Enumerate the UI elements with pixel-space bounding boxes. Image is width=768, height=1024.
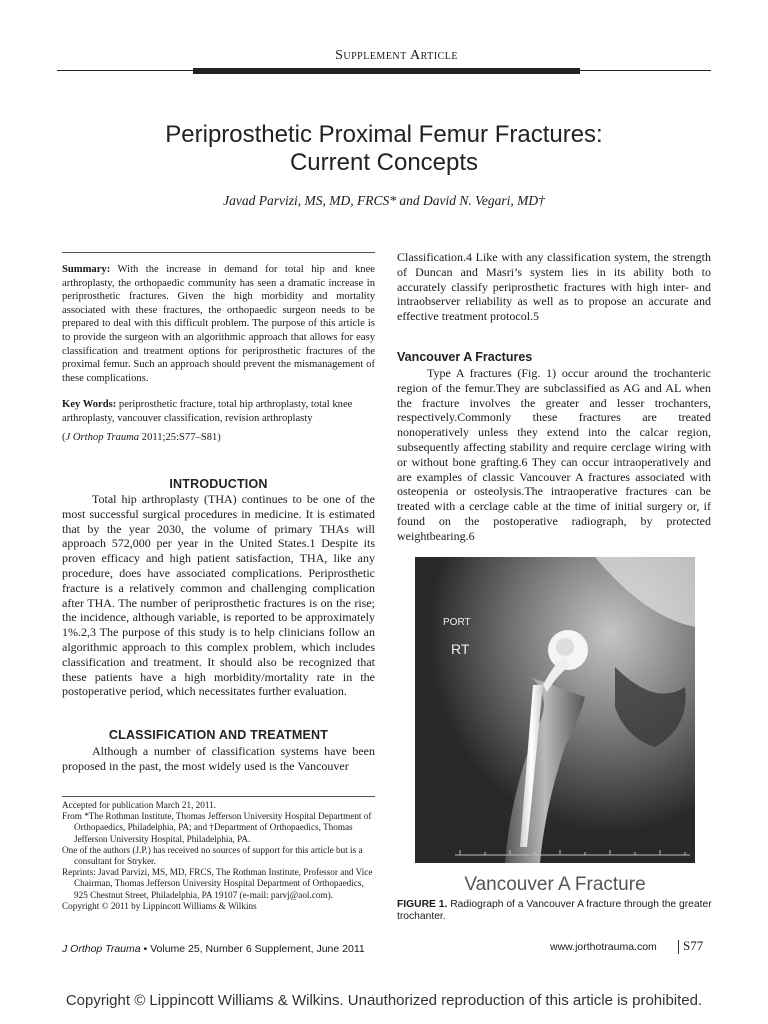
figure-caption-label: FIGURE 1. bbox=[397, 899, 448, 910]
citation-rest: 2011;25:S77–S81) bbox=[141, 432, 221, 443]
footer-separator bbox=[678, 940, 679, 954]
classification-text: Although a number of classification systems have been proposed in the past, the most widely used is the Vancouver bbox=[62, 744, 375, 773]
abstract-rule bbox=[62, 252, 375, 253]
footer-journal-name: J Orthop Trauma bbox=[62, 943, 141, 955]
rt-label: RT bbox=[451, 641, 470, 657]
footer-issue: • Volume 25, Number 6 Supplement, June 2011 bbox=[143, 943, 365, 955]
figure-caption bbox=[397, 899, 715, 924]
footnote-rule bbox=[62, 796, 375, 797]
figure-heading: Vancouver A Fracture bbox=[464, 874, 646, 895]
footnotes bbox=[62, 800, 375, 912]
keywords bbox=[62, 398, 375, 425]
title-line-1: Periprosthetic Proximal Femur Fractures: bbox=[165, 121, 603, 148]
footnote-from: From *The Rothman Institute, Thomas Jefferson University Hospital Department of Orthopaedics, Philadelphia, PA; and †Department of Orthopaedics, Thomas Jefferson University Hospital, Philadelphia, PA. bbox=[62, 811, 372, 844]
citation: (J Orthop Trauma 2011;25:S77–S81) bbox=[62, 432, 221, 443]
radiograph-image bbox=[415, 557, 695, 863]
figure-caption-text: Radiograph of a Vancouver A fracture through the greater trochanter. bbox=[397, 899, 712, 923]
keywords-text: periprosthetic fracture, total hip arthroplasty, total knee arthroplasty, vancouver classification, revision arthroplasty bbox=[62, 399, 353, 424]
title-line-2: Current Concepts bbox=[289, 149, 479, 176]
copyright-banner: Copyright © Lippincott Williams & Wilkins. Unauthorized reproduction of this article is prohibited. bbox=[65, 992, 703, 1009]
footnote-accepted: Accepted for publication March 21, 2011. bbox=[62, 800, 217, 810]
footer-url[interactable]: www.jorthotrauma.com bbox=[550, 941, 657, 953]
introduction-text: Total hip arthroplasty (THA) continues to be one of the most successful surgical procedures in medicine. It is estimated that by the year 2030, the volume of primary THAs will approach 572,000 per year in the United States.1 Despite its proven efficacy and high patient satisfaction, THA, like any procedure, does have associated complications. Periprosthetic fracture is a relatively common and challenging complication after THA. The number of periprosthetic fractures is on the rise; the incidence, although variable, is reported to be approximately 1%.2,3 The purpose of this study is to help clinicians follow an algorithmic approach to this complex problem, which includes classification and treatment. It should also be recognized that these patients have a high morbidity/mortality rate in the postoperative period, which necessitates further evaluation. bbox=[62, 492, 375, 699]
article-title bbox=[0, 121, 768, 177]
footnote-reprints: Reprints: Javad Parvizi, MS, MD, FRCS, The Rothman Institute, Professor and Vice Chairman, Thomas Jefferson University Hospital Department of Orthopaedics, 925 Chestnut Street, Philadelphia, PA 19107 (e-mail: parvj@aol.com). bbox=[62, 867, 373, 900]
page-number: S77 bbox=[683, 938, 704, 953]
column2-intro: Classification.4 Like with any classification system, the strength of Duncan and Masri’s system lies in its ability both to accurately classify periprosthetic fractures with high inter- and intraobserver reliability as well as to propose an accurate and effective treatment protocol.5 bbox=[397, 250, 711, 324]
footnote-disclosure: One of the authors (J.P.) has received no sources of support for this article but is a consultant for Stryker. bbox=[62, 844, 363, 867]
header-rule-thick bbox=[193, 68, 580, 74]
citation-journal: J Orthop Trauma bbox=[65, 432, 140, 443]
classification-heading: CLASSIFICATION AND TREATMENT bbox=[108, 728, 329, 742]
introduction-heading: INTRODUCTION bbox=[169, 477, 268, 491]
authors: Javad Parvizi, MS, MD, FRCS* and David N. Vegari, MD† bbox=[223, 193, 545, 208]
summary-text: With the increase in demand for total hip and knee arthroplasty, the orthopaedic community has seen a dramatic increase in periprosthetic fractures. Given the high morbidity and mortality associated with these fractures, the orthopaedic surgeon needs to be prepared to deal with this difficult problem. The purpose of this article is to provide the surgeon with an algorithmic approach that allows for easy classification and treatment options for periprosthetic fractures of the proximal femur. Such an approach should prevent the mismanagement of these complications. bbox=[62, 264, 375, 384]
summary-label: Summary: bbox=[62, 264, 111, 275]
vancouver-a-text: Type A fractures (Fig. 1) occur around the trochanteric region of the femur.They are subclassified as AG and AL when the fracture involves the greater and lesser trochanters, respectively.Commonly these fractures are treated nonoperatively unless they extend into the calcar region, subsequently affecting stability and require cerclage wiring with or without bone grafting.6 They can occur intraoperatively and are examples of classic Vancouver A fractures associated with osteopenia or osteolysis.The intraoperative fractures can be treated with a cerclage cable at the time of initial surgery or, if found on the postoperative radiograph, by protected weightbearing.6 bbox=[397, 366, 711, 543]
footnote-copyright: Copyright © 2011 by Lippincott Williams & Wilkins bbox=[62, 900, 257, 911]
port-label: PORT bbox=[443, 617, 471, 628]
vancouver-a-heading: Vancouver A Fractures bbox=[397, 350, 533, 364]
footer-journal bbox=[62, 943, 365, 955]
section-header: Supplement Article bbox=[335, 48, 458, 63]
summary bbox=[62, 263, 375, 385]
radiograph-svg bbox=[415, 557, 695, 863]
keywords-label: Key Words: bbox=[62, 399, 117, 410]
